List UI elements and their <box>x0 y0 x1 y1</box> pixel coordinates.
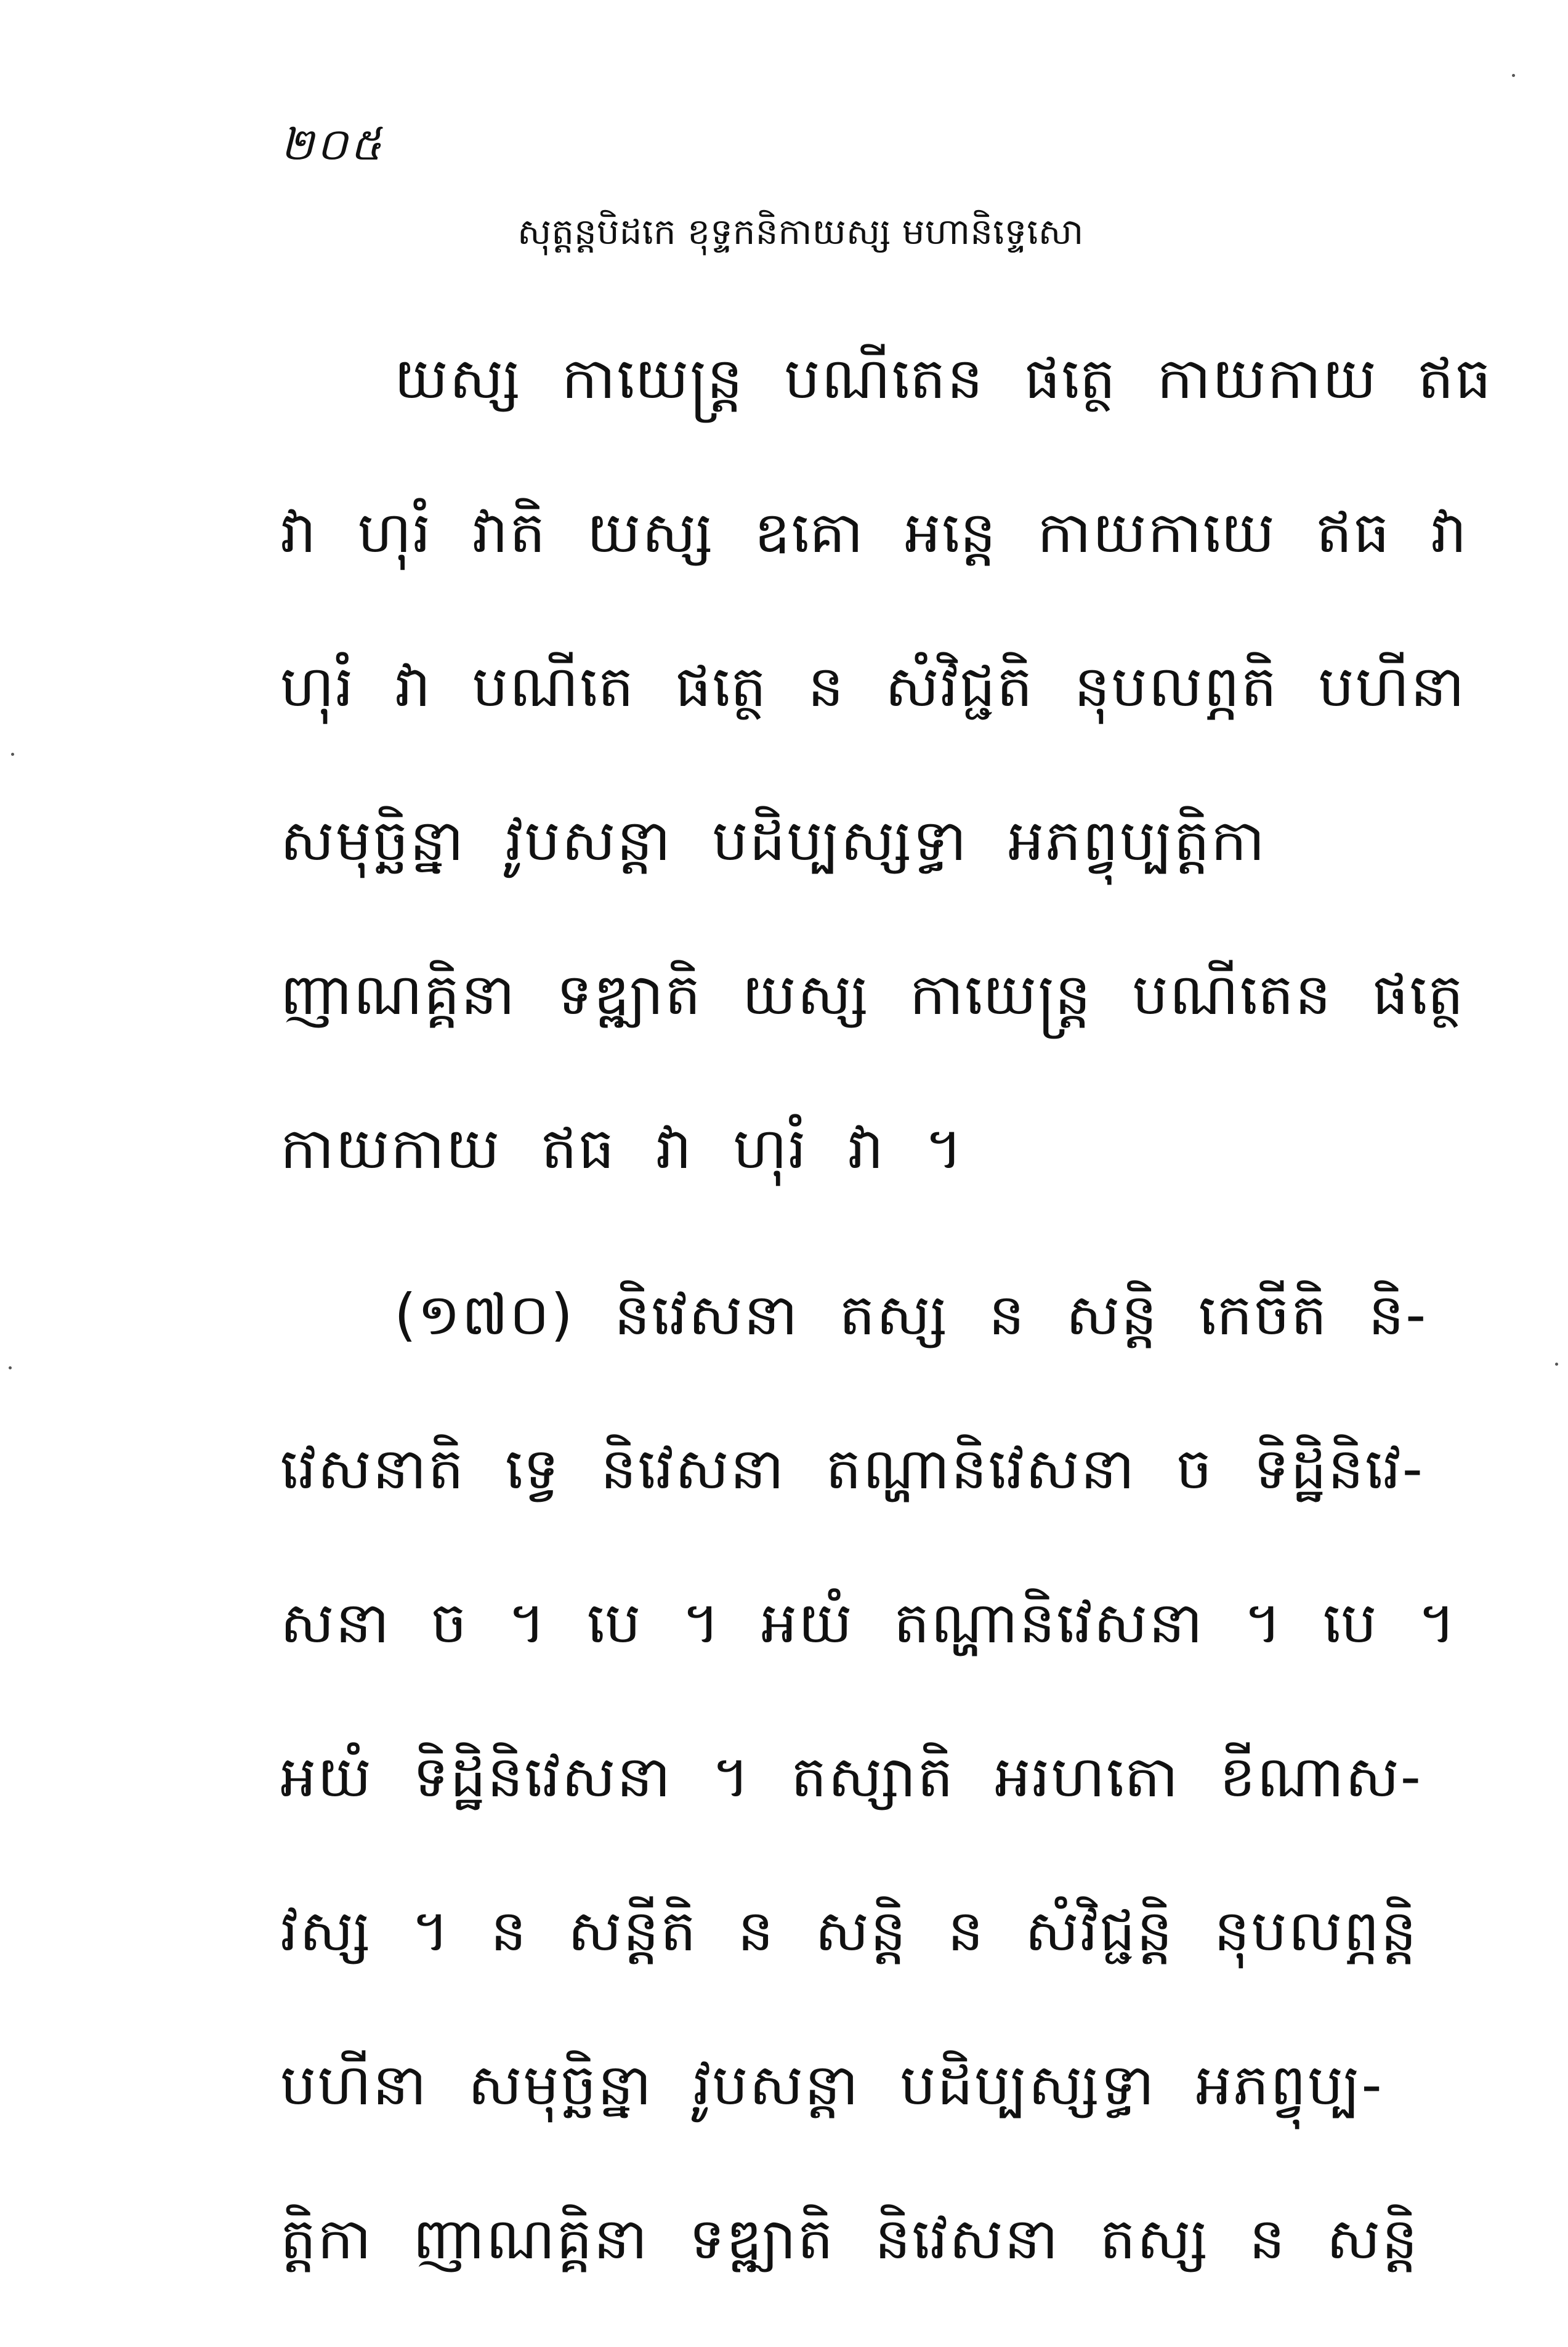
text-line: អយំ ទិដ្ឋិនិវេសនា ។ តស្សាតិ អរហតោ ខីណាស- <box>280 1744 1422 1810</box>
scan-speck <box>1512 74 1515 77</box>
text-line: វា ហុរំ វាតិ យស្ស ឧគោ អន្តេ កាយកាយេ ឥធ វា <box>280 500 1468 565</box>
text-line: យស្ស កាយេន្ត្រ បណីតេន ផត្ថេ កាយកាយ ឥធ <box>394 346 1492 411</box>
scan-speck <box>1555 1363 1558 1366</box>
text-line: សនា ច ។ បេ ។ អយំ តណ្ហានិវេសនា ។ បេ ។ <box>280 1590 1457 1656</box>
scan-speck <box>9 1366 12 1369</box>
text-line: បហីនា សមុច្ឆិន្នា វូបសន្តា បដិប្បស្សទ្ធា អភព្វុប្ប- <box>280 2052 1383 2118</box>
page-number: ២០៥ <box>280 118 384 170</box>
running-header: សុត្តន្តបិដកេ ខុទ្ទកនិកាយស្ស មហានិទ្ទេសោ <box>517 211 1084 253</box>
text-line: (១៧០) និវេសនា តស្ស ន សន្តិ កេចីតិ និ- <box>394 1282 1428 1348</box>
text-line: ញាណគ្គិនា ទឌ្ឍាតិ យស្ស កាយេន្ត្រ បណីតេន ផត្ថេ <box>280 962 1465 1028</box>
text-line: វេសនាតិ ទ្វេ និវេសនា តណ្ហានិវេសនា ច ទិដ្ឋិនិវេ- <box>280 1436 1424 1502</box>
text-line: ត្តិកា ញាណគ្គិនា ទឌ្ឍាតិ និវេសនា តស្ស ន សន្តិ <box>280 2206 1419 2272</box>
text-line: វស្ស ។ ន សន្តីតិ ន សន្តិ ន សំវិជ្ជន្តិ នុបលព្ភន្តិ <box>280 1898 1418 1964</box>
body-text <box>280 333 1492 2347</box>
text-line: កាយកាយ ឥធ វា ហុរំ វា ។ <box>280 1116 964 1182</box>
text-line: សមុច្ឆិន្នា វូបសន្តា បដិប្បស្សទ្ធា អភព្វុប្បត្តិកា <box>280 808 1266 874</box>
text-line: ហុរំ វា បណីតេ ផត្ថេ ន សំវិជ្ជតិ នុបលព្ភតិ បហីនា <box>280 654 1466 720</box>
scan-speck <box>11 753 14 756</box>
